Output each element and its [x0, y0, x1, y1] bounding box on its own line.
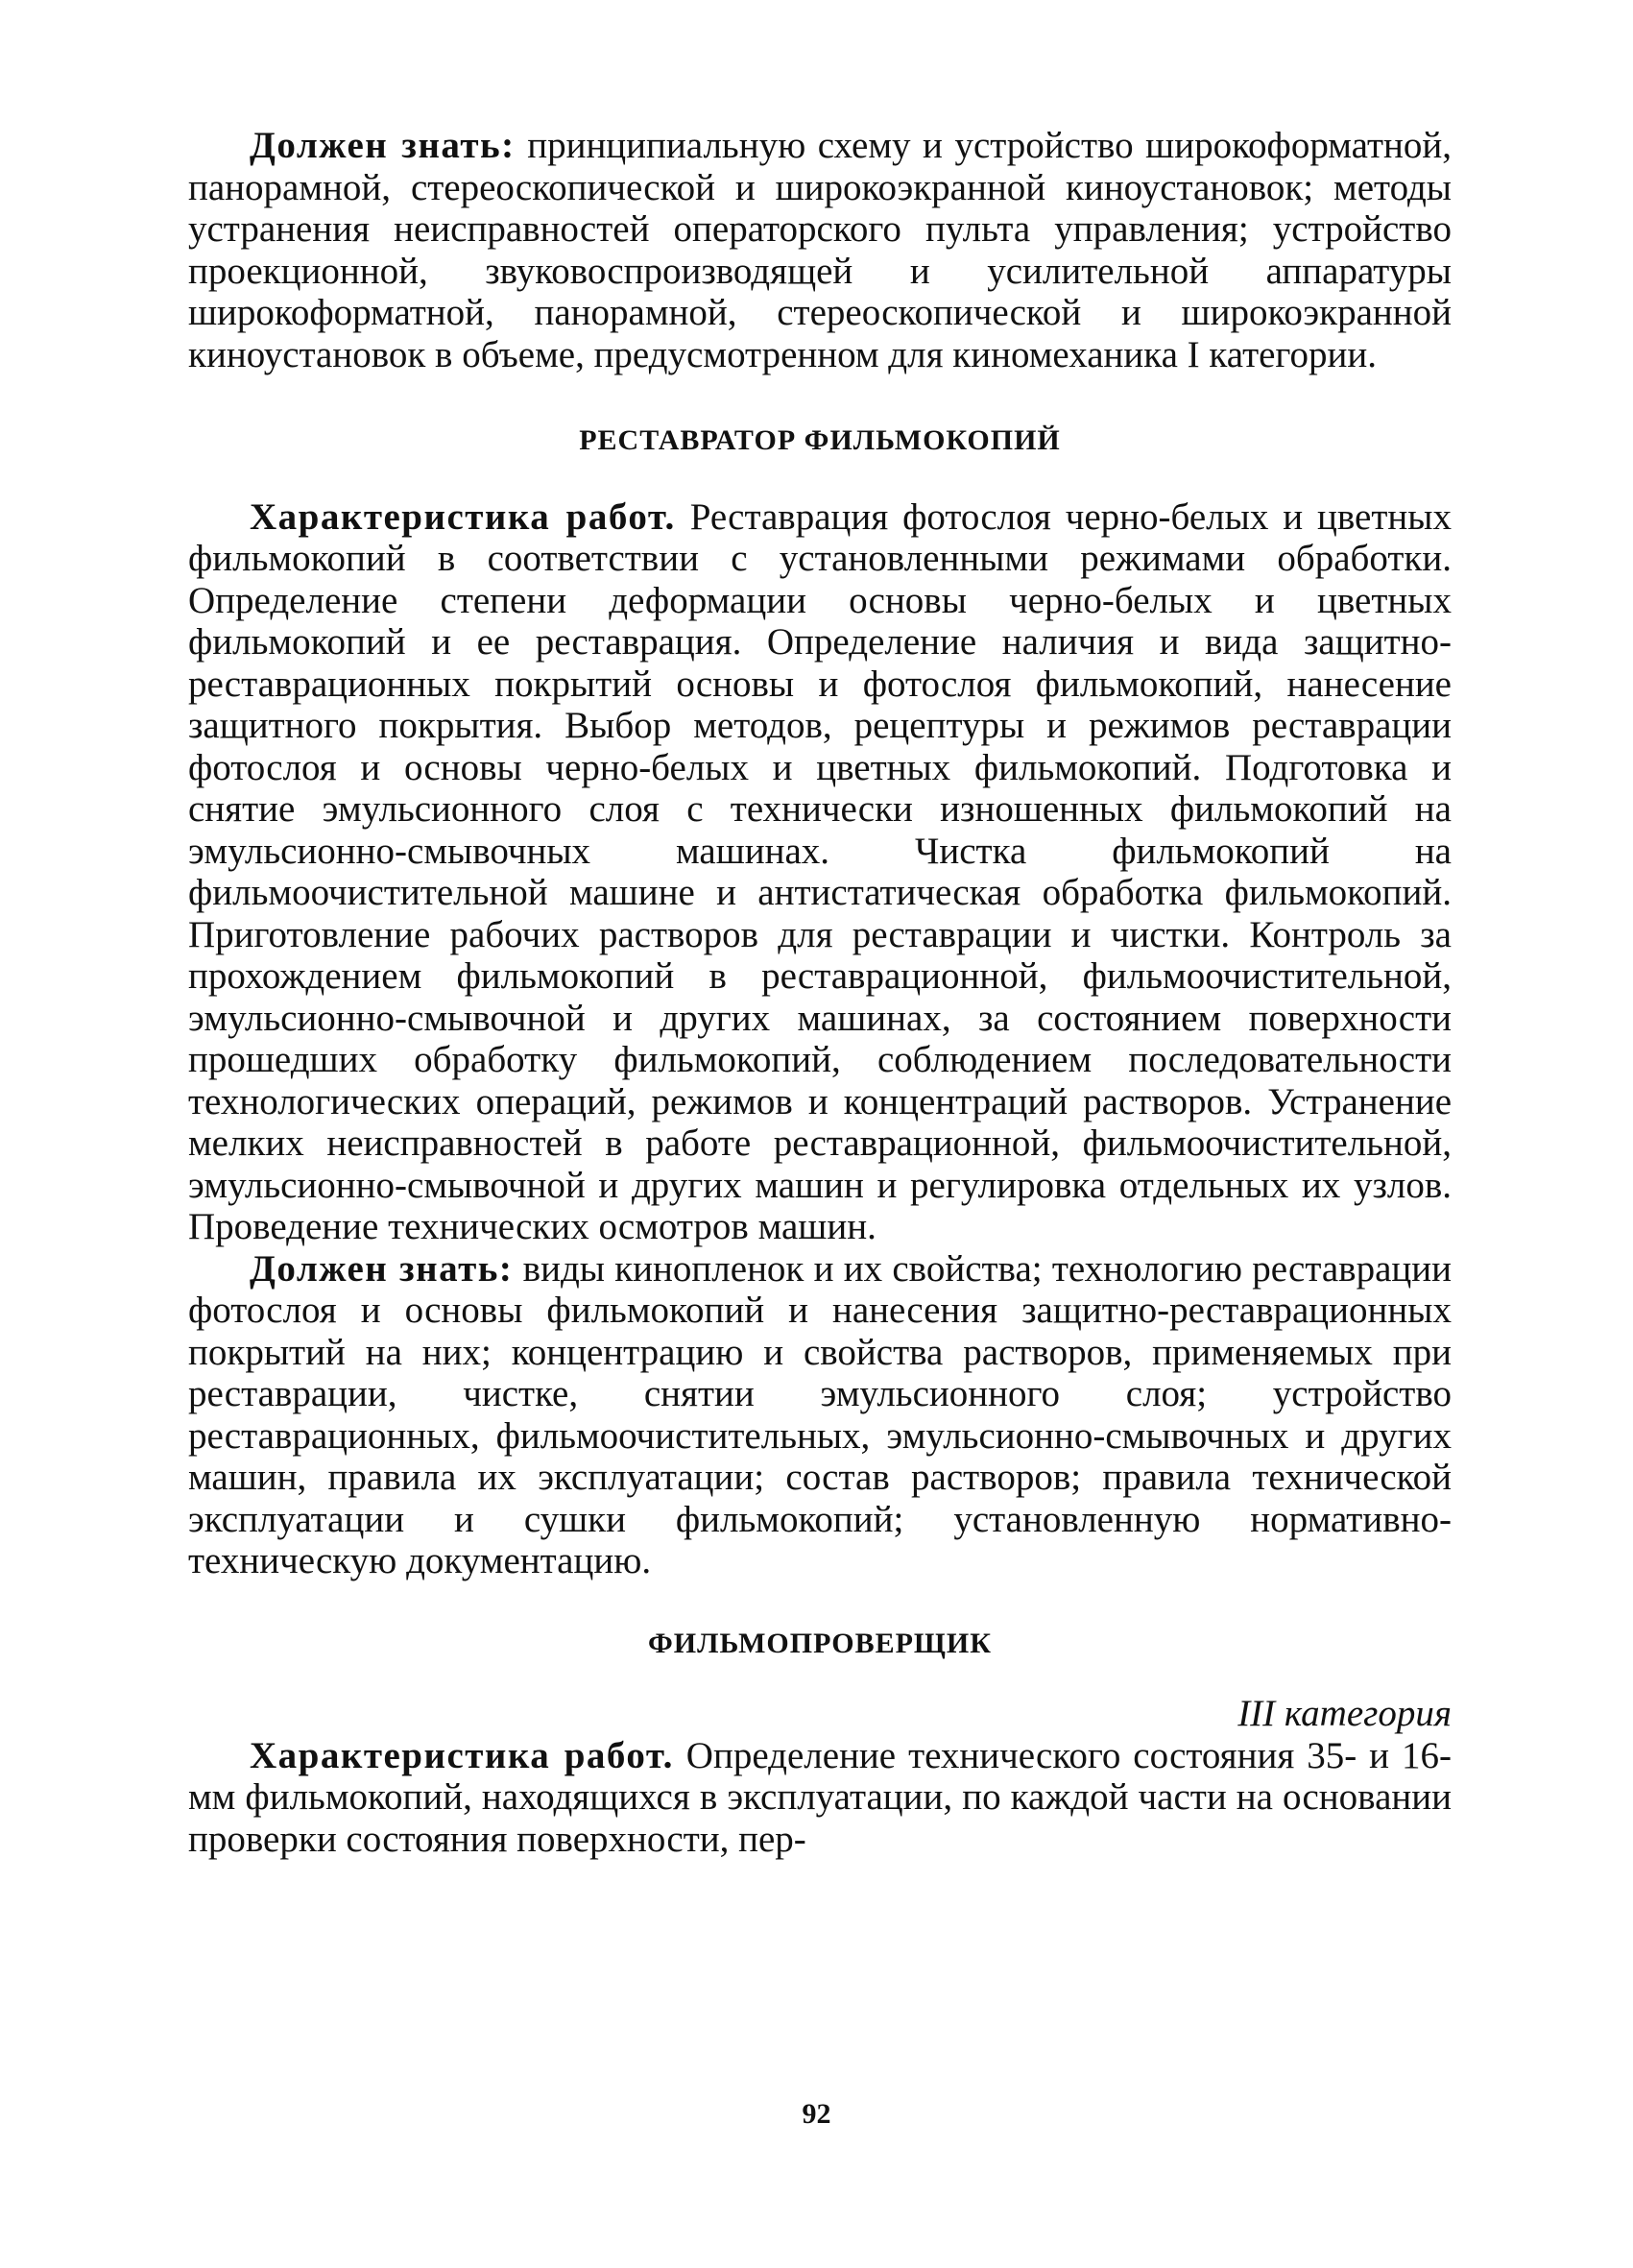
paragraph-must-know-1: [188, 125, 1452, 375]
paragraph-work-characteristics-2: [188, 1735, 1452, 1861]
section-heading-restorer: РЕСТАВРАТОР ФИЛЬМОКОПИЙ: [579, 424, 1061, 456]
page-body: [188, 125, 1452, 1860]
paragraph-text: Реставрация фотослоя черно-белых и цветных фильмокопий в соответствии с установленными режимами обработки. Определение степени деформации основы черно-белых и цветных фильмокопий и ее реставрация. Определение наличия и вида защитно-реставрационных покрытий основы и фотослоя фильмокопий, нанесение защитного покрытия. Выбор методов, рецептуры и режимов реставрации фотослоя и основы черно-белых и цветных фильмокопий. Подготовка и снятие эмульсионного слоя с технически изношенных фильмокопий на эмульсионно-смывочных машинах. Чистка фильмокопий на фильмоочистительной машине и антистатическая обработка фильмокопий. Приготовление рабочих растворов для реставрации и чистки. Контроль за прохождением фильмокопий в реставрационной, фильмоочистительной, эмульсионно-смывочной и других машинах, за состоянием поверхности прошедших обработку фильмокопий, соблюдением последовательности технологических операций, режимов и концентраций растворов. Устранение мелких неисправностей в работе реставрационной, фильмоочистительной, эмульсионно-смывочной и других машин и регулировка отдельных их узлов. Проведение технических осмотров машин.: [188, 495, 1452, 1247]
section-heading-film-inspector: ФИЛЬМОПРОВЕРЩИК: [648, 1627, 992, 1659]
paragraph-work-characteristics-1: [188, 496, 1452, 1248]
paragraph-text: виды кинопленок и их свойства; технологию реставрации фотослоя и основы фильмокопий и нанесения защитно-реставрационных покрытий на них; концентрацию и свойства растворов, применяемых при реставрации, чистке, снятии эмульсионного слоя; устройство реставрационных, фильмоочистительных, эмульсионно-смывочных и других машин, правила их эксплуатации; состав растворов; правила технической эксплуатации и сушки фильмокопий; установленную нормативно-техническую документацию.: [188, 1247, 1453, 1581]
paragraph-text: принципиальную схему и устройство широкоформатной, панорамной, стереоскопической и широкоэкранной киноустановок; методы устранения неисправностей операторского пульта управления; устройство проекционной, звуковоспроизводящей и усилительной аппаратуры широкоформатной, панорамной, стереоскопической и широкоэкранной киноустановок в объеме, предусмотренном для киномеханика I категории.: [188, 125, 1452, 375]
page-number: 92: [802, 2098, 831, 2130]
category-label: III категория: [1237, 1693, 1452, 1734]
paragraph-text: Определение технического состояния 35- и 16-мм фильмокопий, находящихся в эксплуатации, по каждой части на основании проверки состояния поверхности, пер-: [188, 1734, 1452, 1860]
paragraph-lead: Должен знать:: [250, 125, 516, 166]
paragraph-must-know-2: [188, 1248, 1452, 1582]
paragraph-lead: Должен знать:: [250, 1247, 514, 1290]
paragraph-lead: Характеристика работ.: [250, 495, 676, 538]
paragraph-lead: Характеристика работ.: [250, 1734, 674, 1776]
